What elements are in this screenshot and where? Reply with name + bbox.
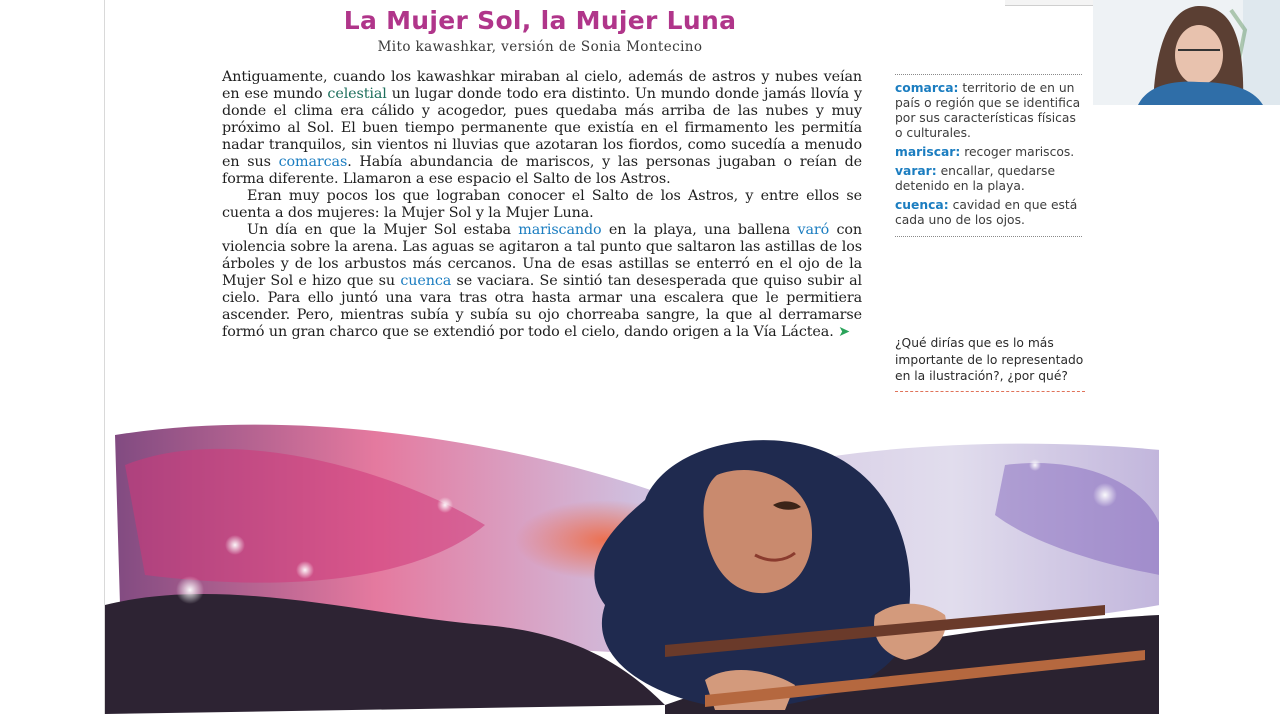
story-title: La Mujer Sol, la Mujer Luna bbox=[343, 6, 737, 35]
star bbox=[225, 535, 245, 555]
glossary-entry: comarca: territorio de en un país o región que se identifica por sus características físicas o culturales. bbox=[895, 81, 1081, 140]
mujer-sol-illustration bbox=[105, 405, 1159, 714]
story-subtitle: Mito kawashkar, versión de Sonia Montecino bbox=[377, 39, 703, 55]
presenter-face bbox=[1175, 25, 1223, 85]
glossary-entry: mariscar: recoger mariscos. bbox=[895, 145, 1075, 159]
webcam-overlay bbox=[1093, 0, 1280, 105]
story-text bbox=[222, 69, 862, 341]
star bbox=[437, 497, 453, 513]
story-paragraph: Un día en que la Mujer Sol estaba mariscando en la playa, una ballena varó con violencia sobre la arena. Las aguas se agitaron a tal punto que saltaron las astillas de los árboles y de los arbustos más cercanos. Una de esas astillas se enterró en el ojo de la Mujer Sol e hizo que su cuenca se vaciara. Se sintió tan desesperada que quiso subir al cielo. Para ello juntó una vara tras otra hasta armar una escalera que le permitiera ascender. Pero, mientras subía y subía su ojo chorreaba sangre, la que al derramarse formó un gran charco que se extendió por todo el cielo, dando origen a la Vía Láctea. ➤ bbox=[222, 222, 863, 340]
glossary-box bbox=[895, 74, 1082, 237]
star bbox=[1093, 483, 1117, 507]
glossary-term-comarcas: comarcas bbox=[278, 154, 348, 170]
glossary-entry: varar: encallar, quedarse detenido en la playa. bbox=[895, 164, 1056, 193]
star bbox=[176, 576, 204, 604]
story-paragraph: Antiguamente, cuando los kawashkar miraban al cielo, además de astros y nubes veían en ese mundo celestial un lugar donde todo era distinto. Un mundo donde jamás llovía y donde el clima era cálido y acogedor, pues quedaba más arriba de las nubes y muy próximo al Sol. El buen tiempo permanente que existía en el firmamento les permitía nadar tranquilos, sin vientos ni lluvias que azotaran los fiordos, como sucedía a menudo en sus comarcas. Había abundancia de mariscos, y las personas jugaban o reían de forma diferente. Llamaron a ese espacio el Salto de los Astros. bbox=[222, 69, 862, 187]
story-paragraph: Eran muy pocos los que lograban conocer el Salto de los Astros, y entre ellos se cuenta a dos mujeres: la Mujer Sol y la Mujer Luna. bbox=[222, 188, 862, 221]
book-page bbox=[104, 0, 1159, 714]
star bbox=[1029, 459, 1041, 471]
glossary-term-mariscando: mariscando bbox=[518, 222, 602, 238]
glossary-entry: cuenca: cavidad en que está cada uno de los ojos. bbox=[895, 198, 1078, 227]
glossary-term-celestial: celestial bbox=[327, 86, 387, 102]
star bbox=[296, 561, 314, 579]
reflection-question: ¿Qué dirías que es lo más importante de lo representado en la ilustración?, ¿por qué? bbox=[895, 335, 1085, 392]
presenter-video bbox=[1093, 0, 1280, 105]
glossary-term-varo: varó bbox=[797, 222, 830, 238]
glossary-term-cuenca: cuenca bbox=[400, 273, 452, 289]
end-arrow-icon: ➤ bbox=[838, 324, 850, 340]
